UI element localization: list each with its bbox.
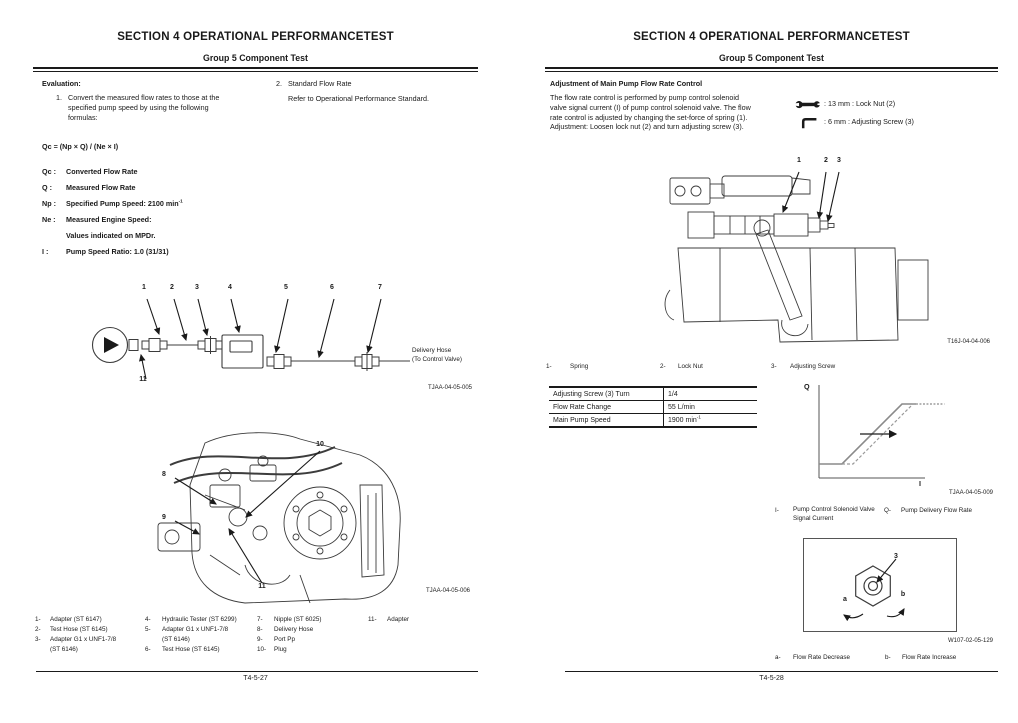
definition-term: Np : (42, 199, 56, 208)
definition-desc: Values indicated on MPDr. (66, 231, 156, 240)
part-number: 5- (145, 626, 151, 633)
delivery-line (267, 352, 410, 371)
chart-curves (819, 404, 945, 464)
definition-term: I : (42, 247, 49, 256)
flow-rate-chart (802, 380, 957, 492)
page-subtitle: Group 5 Component Test (719, 53, 824, 63)
legend-label: Pump Delivery Flow Rate (901, 507, 973, 514)
body-paragraph-2: Adjustment: Loosen lock nut (2) and turn adjusting screw (3). (550, 122, 744, 132)
list-number: 1. (56, 93, 62, 102)
legend-label: Lock Nut (678, 363, 703, 370)
legend-number: a- (775, 654, 781, 661)
body-paragraph-1: The flow rate control is performed by pump control solenoid valve signal current (I) of pump control solenoid valve. The flow rate control is adjusted by changing the set-force of spring (1). (550, 93, 751, 122)
table-cell-label: Main Pump Speed (549, 414, 664, 428)
legend-label: Flow Rate Increase (902, 654, 957, 661)
section-body (550, 93, 756, 132)
part-name: Test Hose (ST 6145) (162, 646, 220, 653)
page-title: SECTION 4 OPERATIONAL PERFORMANCETEST (117, 31, 394, 43)
hydraulic-pump (93, 328, 128, 363)
adjustment-spec-table (549, 386, 757, 428)
legend-number: Q- (884, 507, 891, 514)
engine-line-art (158, 433, 400, 603)
evaluation-heading: Evaluation: (42, 79, 81, 88)
definition-term: Qc : (42, 167, 56, 176)
conversion-formula: Qc = (Np × Q) / (Ne × I) (42, 142, 119, 151)
callout-label: 10 (316, 441, 324, 448)
callout-arrows (141, 299, 381, 379)
pump-regulator-diagram (660, 170, 1000, 345)
adjusting-screw-rotation-diagram (803, 538, 957, 632)
callout-label: 8 (162, 471, 166, 478)
definition-desc: Measured Engine Speed: (66, 215, 152, 224)
page-subtitle: Group 5 Component Test (203, 53, 308, 63)
header-rule (545, 67, 998, 72)
callout-label: 2 (170, 284, 174, 291)
part-number: 1- (35, 616, 41, 623)
definition-term: Q : (42, 183, 52, 192)
hose-label (412, 347, 462, 364)
table-row (549, 387, 757, 401)
legend-label: Adjusting Screw (790, 363, 836, 370)
tool-spec: : 13 mm : Lock Nut (2) (824, 99, 896, 108)
figure-number: TJAA-04-05-006 (425, 588, 470, 594)
callout-label: 4 (228, 284, 232, 291)
legend-number: b- (885, 654, 891, 661)
callout-label: 3 (894, 553, 898, 560)
part-name: Adapter G1 x UNF1-7/8 (50, 636, 117, 643)
evaluation-item-2-note: Refer to Operational Performance Standard. (288, 94, 430, 103)
part-number: 9- (257, 636, 263, 643)
part-name: Port Pp (274, 636, 295, 643)
callout-label: 11 (139, 376, 147, 383)
definition-term: Ne : (42, 215, 56, 224)
legend-number: I- (775, 507, 779, 514)
legend-label-line1: Pump Control Solenoid Valve (793, 506, 875, 513)
engine-pump-diagram (150, 425, 430, 610)
callout-label: 3 (195, 284, 199, 291)
direction-label-a: a (843, 596, 847, 603)
figure-number: TJAA-04-05-005 (427, 385, 472, 391)
diagram-frame (804, 539, 957, 632)
legend-label: Spring (570, 363, 589, 370)
page-title: SECTION 4 OPERATIONAL PERFORMANCETEST (633, 31, 910, 43)
hydraulic-tester-box (222, 335, 263, 368)
part-number: 8- (257, 626, 263, 633)
part-number: 10- (257, 646, 267, 653)
part-name: Adapter G1 x UNF1-7/8 (162, 626, 229, 633)
part-number: 4- (145, 616, 151, 623)
definition-desc-text: Specified Pump Speed: 2100 min (66, 199, 179, 208)
fittings-and-hoses (129, 336, 222, 354)
part-number: 3- (35, 636, 41, 643)
superscript: -1 (178, 198, 183, 204)
chart-x-axis-label: I (919, 479, 921, 488)
part-name: Test Hose (ST 6145) (50, 626, 108, 633)
evaluation-item-1: Convert the measured flow rates to those at the specified pump speed by using the following formulas: (68, 93, 220, 122)
part-number: 6- (145, 646, 151, 653)
part-name-cont: (ST 6146) (50, 646, 78, 653)
hex-key-icon (801, 117, 817, 129)
part-number: 11- (368, 616, 377, 623)
table-cell-label: Flow Rate Change (549, 401, 664, 414)
test-setup-diagram (85, 295, 480, 395)
figure-number: T16J-04-04-006 (947, 339, 990, 345)
footer-rule (36, 671, 478, 672)
part-name: Adapter (ST 6147) (50, 616, 102, 623)
hose-label-line1: Delivery Hose (412, 347, 452, 354)
definition-desc (66, 199, 183, 209)
hose-label-line2: (To Control Valve) (412, 355, 462, 363)
superscript: -1 (696, 414, 701, 420)
figure-number: W107-02-05-129 (947, 638, 993, 644)
definition-desc: Pump Speed Ratio: 1.0 (31/31) (66, 247, 169, 256)
callout-label: 1 (797, 157, 801, 164)
part-name-cont: (ST 6146) (162, 636, 190, 643)
definition-desc: Measured Flow Rate (66, 183, 136, 192)
part-number: 2- (35, 626, 41, 633)
header-rule (33, 67, 478, 72)
wrench-icon (795, 100, 821, 110)
part-name: Adapter (387, 616, 410, 623)
legend-number: 1- (546, 363, 552, 370)
callout-label: 9 (162, 514, 166, 521)
table-row (549, 401, 757, 414)
figure-number: TJAA-04-05-009 (948, 490, 993, 496)
table-cell-value-text: 1900 min (668, 417, 697, 424)
table-cell-label: Adjusting Screw (3) Turn (549, 387, 664, 401)
part-number: 7- (257, 616, 263, 623)
footer-rule (565, 671, 998, 672)
part-name: Nipple (ST 6025) (274, 616, 322, 623)
rotation-arrows (844, 559, 904, 618)
definition-desc: Converted Flow Rate (66, 167, 138, 176)
part-name: Hydraulic Tester (ST 6299) (162, 616, 237, 623)
callout-label: 3 (837, 157, 841, 164)
evaluation-item-2-title: Standard Flow Rate (288, 79, 352, 88)
callout-label: 5 (284, 284, 288, 291)
table-cell-value (664, 414, 758, 428)
tool-spec: : 6 mm : Adjusting Screw (3) (824, 117, 914, 126)
callout-label: 6 (330, 284, 334, 291)
callout-label: 11 (258, 583, 266, 590)
part-name: Delivery Hose (274, 626, 314, 633)
page-number: T4-5-28 (759, 675, 784, 682)
page-number: T4-5-27 (243, 675, 268, 682)
callout-label: 2 (824, 157, 828, 164)
legend-label-line2: Signal Current (793, 514, 834, 522)
table-row (549, 414, 757, 428)
section-title: Adjustment of Main Pump Flow Rate Control (550, 79, 703, 88)
legend-number: 3- (771, 363, 777, 370)
table-cell-value: 1/4 (668, 391, 678, 398)
table-cell-value: 55 L/min (664, 401, 758, 414)
legend-number: 2- (660, 363, 666, 370)
callout-label: 1 (142, 284, 146, 291)
part-name: Plug (274, 646, 287, 653)
legend-label: Flow Rate Decrease (793, 654, 851, 661)
list-number: 2. (276, 79, 282, 88)
chart-y-axis-label: Q (804, 382, 810, 391)
legend-label (793, 506, 875, 524)
direction-label-b: b (900, 591, 906, 598)
callout-label: 7 (378, 284, 382, 291)
pump-line-art (665, 176, 928, 342)
